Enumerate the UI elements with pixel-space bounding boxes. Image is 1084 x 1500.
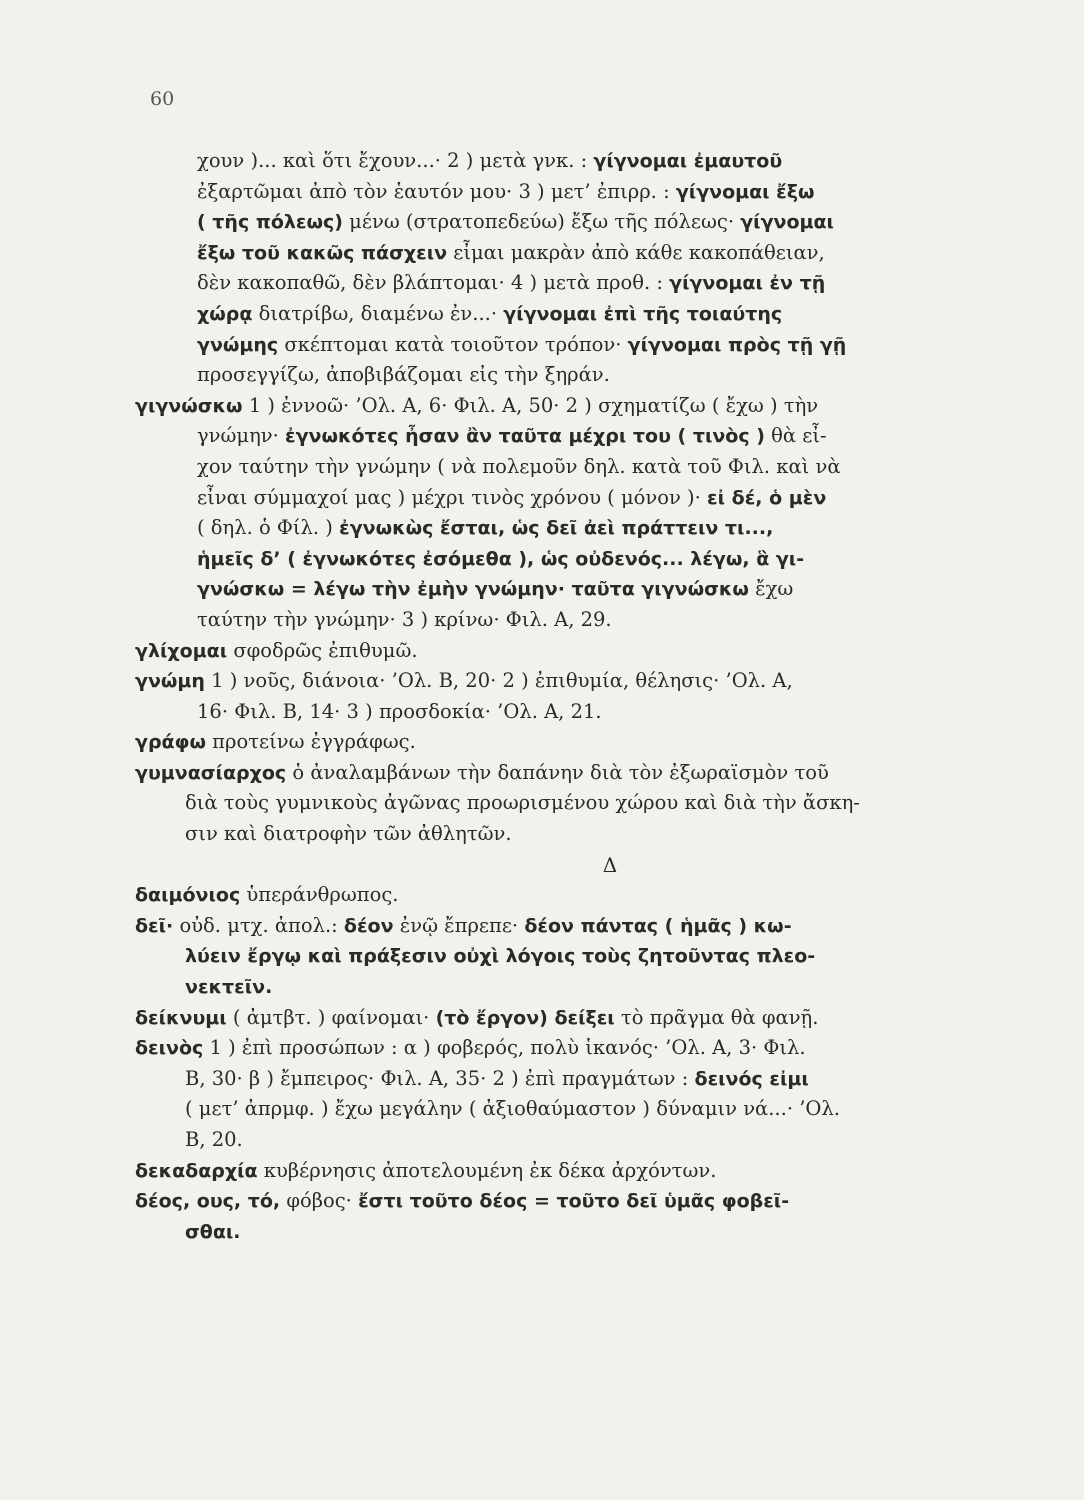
- text-line: [135, 941, 995, 972]
- text-run: ἐνῷ ἔπρεπε·: [393, 913, 525, 937]
- headword: δεῖ·: [135, 914, 174, 937]
- headword: δέος, ους, τό,: [135, 1190, 281, 1213]
- text-line: [135, 421, 995, 452]
- text-run: 16· Φιλ. Β, 14· 3 ) προσδοκία· ’Ολ. Α, 21.: [197, 699, 602, 723]
- entry-deos: [135, 1186, 995, 1217]
- text-line: [135, 574, 995, 605]
- text-run: ἔχω: [748, 577, 794, 601]
- text-run: ἐξαρτῶμαι ἀπὸ τὸν ἑαυτόν μου· 3 ) μετ’ ἐπιρρ. :: [197, 179, 676, 203]
- entry-dei: [135, 911, 995, 942]
- text-run: σφοδρῶς ἐπιθυμῶ.: [227, 638, 418, 662]
- text-run: ( δηλ. ὁ Φίλ. ): [197, 516, 340, 540]
- text-run: ὑπεράνθρωπος.: [240, 883, 399, 907]
- dictionary-text: [135, 146, 995, 1247]
- text-line: [135, 513, 995, 544]
- entry-daimonios: [135, 880, 995, 911]
- bold-term: χώρᾳ: [197, 302, 253, 325]
- text-line: [135, 1064, 995, 1095]
- bold-term: νεκτεῖν.: [185, 976, 273, 999]
- entry-gnome: [135, 666, 995, 697]
- text-run: ὁ ἀναλαμβάνων τὴν δαπάνην διὰ τὸν ἐξωραϊσμὸν τοῦ: [286, 760, 829, 784]
- bold-term: σθαι.: [185, 1220, 241, 1243]
- text-run: 1 ) νοῦς, διάνοια· ’Ολ. Β, 20· 2 ) ἐπιθυμία, θέλησις· ’Ολ. Α,: [204, 669, 793, 693]
- text-run: χουν )... καὶ ὅτι ἔχουν...· 2 ) μετὰ γνκ. :: [197, 149, 594, 172]
- text-run: φόβος·: [280, 1189, 359, 1213]
- text-run: Β, 30· β ) ἔμπειρος· Φιλ. Α, 35· 2 ) ἐπὶ πραγμάτων :: [185, 1066, 695, 1090]
- bold-term: ( τῆς πόλεως): [197, 211, 343, 234]
- text-run: σιν καὶ διατροφὴν τῶν ἀθλητῶν.: [185, 822, 512, 846]
- headword: δείκνυμι: [135, 1006, 227, 1029]
- text-line: [135, 972, 995, 1003]
- text-line: [135, 788, 995, 819]
- entry-deinos: [135, 1033, 995, 1064]
- bold-term: γνώσκω = λέγω τὴν ἐμὴν γνώμην· ταῦτα γιγνώσκω: [197, 578, 749, 601]
- headword: γράφω: [135, 731, 206, 754]
- bold-term: ἔξω τοῦ κακῶς πάσχειν: [197, 241, 448, 264]
- entry-gignosko: [135, 391, 995, 422]
- bold-term: γνώμης: [197, 333, 279, 356]
- bold-term: ἡμεῖς δ’ ( ἐγνωκότες ἐσόμεθα ), ὡς οὐδενός... λέγω, ἃ γι-: [197, 547, 805, 570]
- text-run: κυβέρνησις ἀποτελουμένη ἐκ δέκα ἀρχόντων.: [257, 1158, 717, 1182]
- text-run: σκέπτομαι κατὰ τοιοῦτον τρόπον·: [278, 332, 628, 356]
- text-run: ( ἀμτβτ. ) φαίνομαι·: [226, 1005, 436, 1029]
- text-line: [135, 146, 995, 177]
- entry-glichomai: [135, 636, 995, 667]
- entry-grapho: [135, 727, 995, 758]
- text-run: Β, 20.: [185, 1128, 243, 1151]
- text-run: προσεγγίζω, ἀποβιβάζομαι εἰς τὴν ξηράν.: [197, 363, 610, 387]
- text-line: [135, 697, 995, 728]
- bold-term: γίγνομαι ἐπὶ τῆς τοιαύτης: [503, 302, 783, 325]
- bold-term: ἐγνωκότες ἦσαν ἂν ταῦτα μέχρι του ( τινὸς ): [285, 425, 765, 448]
- entry-deiknymi: [135, 1003, 995, 1034]
- headword: γιγνώσκω: [135, 394, 243, 417]
- text-run: εἶμαι μακρὰν ἀπὸ κάθε κακοπάθειαν,: [447, 240, 825, 264]
- text-run: τὸ πρᾶγμα θὰ φανῇ.: [614, 1005, 819, 1029]
- text-line: [135, 360, 995, 391]
- bold-term: ἐγνωκὼς ἔσται, ὡς δεῖ ἀεὶ πράττειν τι...,: [339, 517, 774, 540]
- text-run: 1 ) ἐπὶ προσώπων : α ) φοβερός, πολὺ ἱκανός· ’Ολ. Α, 3· Φιλ.: [203, 1036, 806, 1060]
- headword: δεινὸς: [135, 1037, 204, 1060]
- text-line: [135, 819, 995, 850]
- text-run: προτείνω ἐγγράφως.: [205, 730, 416, 754]
- text-line: [135, 483, 995, 514]
- text-run: θὰ εἶ-: [764, 424, 827, 448]
- bold-term: γίγνομαι: [740, 211, 834, 234]
- headword: γλίχομαι: [135, 639, 228, 662]
- text-line: [135, 1217, 995, 1248]
- text-line: [135, 330, 995, 361]
- bold-term: γίγνομαι πρὸς τῇ γῇ: [627, 333, 847, 356]
- text-run: χον ταύτην τὴν γνώμην ( νὰ πολεμοῦν δηλ. κατὰ τοῦ Φιλ. καὶ νὰ: [197, 454, 841, 478]
- headword: δαιμόνιος: [135, 884, 241, 907]
- bold-term: (τὸ ἔργον) δείξει: [435, 1006, 615, 1029]
- text-line: [135, 1125, 995, 1156]
- text-run: διὰ τοὺς γυμνικοὺς ἀγῶνας προωρισμένου χώρου καὶ διὰ τὴν ἄσκη-: [185, 791, 860, 815]
- text-line: [135, 1094, 995, 1125]
- entry-dekadarchia: [135, 1156, 995, 1187]
- text-run: ( μετ’ ἀπρμφ. ) ἔχω μεγάλην ( ἀξιοθαύμαστον ) δύναμιν νά...· ’Ολ.: [185, 1097, 840, 1121]
- text-line: [135, 605, 995, 636]
- bold-term: ἔστι τοῦτο δέος = τοῦτο δεῖ ὑμᾶς φοβεῖ-: [358, 1190, 790, 1213]
- bold-term: δεινός εἰμι: [694, 1067, 809, 1090]
- entry-gymnasiarchos: [135, 758, 995, 789]
- bold-term: δέον: [343, 914, 394, 937]
- text-line: [135, 177, 995, 208]
- text-run: ταύτην τὴν γνώμην· 3 ) κρίνω· Φιλ. Α, 29.: [197, 607, 612, 631]
- text-line: [135, 238, 995, 269]
- text-line: [135, 207, 995, 238]
- text-line: [135, 299, 995, 330]
- headword: δεκαδαρχία: [135, 1159, 258, 1182]
- text-run: διατρίβω, διαμένω ἐν...·: [252, 301, 504, 325]
- text-line: [135, 268, 995, 299]
- text-line: [135, 452, 995, 483]
- text-run: γνώμην·: [197, 424, 286, 448]
- bold-term: λύειν ἔργῳ καὶ πράξεσιν οὐχὶ λόγοις τοὺς ζητοῦντας πλεο-: [185, 945, 816, 968]
- bold-term: γίγνομαι ἐν τῇ: [669, 272, 826, 295]
- bold-term: γίγνομαι ἔξω: [675, 180, 815, 203]
- text-run: 1 ) ἐννοῶ· ’Ολ. Α, 6· Φιλ. Α, 50· 2 ) σχηματίζω ( ἔχω ) τὴν: [242, 393, 819, 417]
- page-number: 60: [150, 88, 175, 110]
- bold-term: δέον πάντας ( ἡμᾶς ) κω-: [524, 914, 792, 937]
- text-line: [135, 544, 995, 575]
- section-letter: Δ: [602, 852, 618, 877]
- text-run: οὐδ. μτχ. ἀπολ.:: [173, 913, 344, 937]
- bold-term: γίγνομαι ἐμαυτοῦ: [593, 150, 783, 172]
- text-run: εἶναι σύμμαχοί μας ) μέχρι τινὸς χρόνου ( μόνον )·: [197, 485, 708, 509]
- text-run: δὲν κακοπαθῶ, δὲν βλάπτομαι· 4 ) μετὰ προθ. :: [197, 271, 670, 295]
- bold-term: εἰ δέ, ὁ μὲν: [707, 486, 827, 509]
- headword: γνώμη: [135, 670, 205, 693]
- text-run: μένω (στρατοπεδεύω) ἔξω τῆς πόλεως·: [342, 210, 741, 234]
- headword: γυμνασίαρχος: [135, 761, 287, 784]
